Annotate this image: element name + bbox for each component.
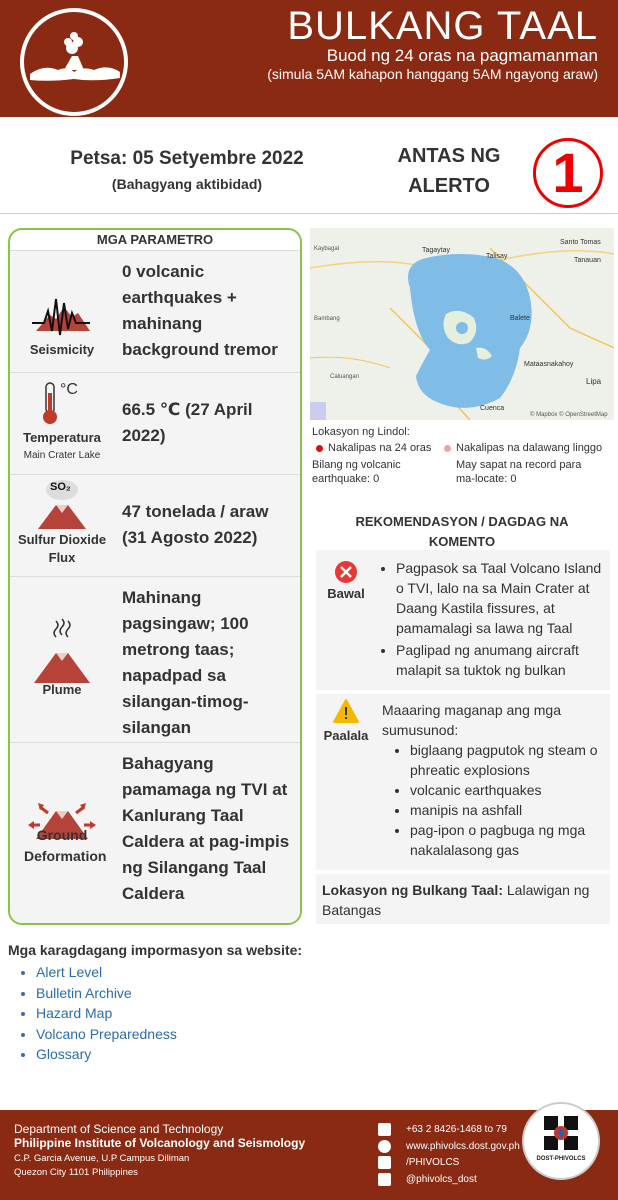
param-label: Seismicity <box>29 342 95 357</box>
paalala-list <box>382 700 608 860</box>
legend-pink-dot-icon <box>444 445 451 452</box>
svg-text:Tanauan: Tanauan <box>574 257 601 264</box>
footer-phone <box>378 1122 520 1139</box>
facebook-icon <box>378 1156 391 1169</box>
recommendation-title <box>312 512 612 552</box>
header-banner <box>0 0 618 120</box>
param-row-seismicity <box>10 250 300 372</box>
website-link[interactable]: www.phivolcs.dost.gov.ph <box>406 1140 520 1152</box>
rek-title-line1: REKOMENDASYON / DAGDAG NA <box>355 514 569 529</box>
phone-icon <box>378 1123 391 1136</box>
footer-contacts <box>378 1122 520 1188</box>
forbidden-icon <box>316 550 376 690</box>
svg-text:Mataasnakahoy: Mataasnakahoy <box>524 361 574 368</box>
activity-level: (Bahagyang aktibidad) <box>111 176 263 192</box>
param-value: Bahagyang pamamaga ng TVI at Kanlurang Taal Caldera at pag-impis ng Silangang Taal Caldera <box>122 754 290 903</box>
temperature-unit: °C <box>60 381 78 398</box>
param-row-deformation <box>10 742 300 925</box>
rek-title-line2: KOMENTO <box>428 534 496 549</box>
twitter-icon <box>378 1173 391 1186</box>
footer-website <box>378 1139 520 1156</box>
svg-text:Bambang: Bambang <box>314 316 340 322</box>
param-value: 66.5 ℃ (27 April 2022) <box>122 400 253 445</box>
page-period: (simula 5AM kahapon hanggang 5AM ngayong araw) <box>267 66 598 82</box>
svg-text:Santo Tomas: Santo Tomas <box>560 239 601 246</box>
footer-address2: Quezon City 1101 Philippines <box>14 1167 138 1178</box>
param-sublabel: Main Crater Lake <box>23 450 101 461</box>
svg-text:Balete: Balete <box>510 315 530 322</box>
volcano-location <box>322 880 606 920</box>
location-value: Lalawigan ng Batangas <box>322 882 590 918</box>
hazard-map-link[interactable]: Hazard Map <box>36 1005 113 1021</box>
alert-level-label <box>374 141 524 201</box>
parameters-title: MGA PARAMETRO <box>96 232 214 247</box>
alert-level-badge: 1 <box>533 138 603 208</box>
link-item <box>36 1003 308 1024</box>
param-label-text: Temperatura <box>23 430 101 445</box>
more-info <box>8 940 308 1065</box>
bawal-label: Bawal <box>327 586 365 601</box>
warning-icon <box>316 694 376 870</box>
legend-2w: Nakalipas na dalawang linggo <box>456 442 603 454</box>
plume-volcano-icon <box>10 577 114 742</box>
param-row-so2 <box>10 474 300 576</box>
paalala-item: • biglaang pagputok ng steam o phreatic explosions <box>410 740 608 780</box>
alert-label-line1: ANTAS NG <box>397 145 501 167</box>
bawal-item: • Pagpasok sa Taal Volcano Island o TVI, lalo na sa Main Crater at Daang Kastila fissures, at pamamalagi sa lawa ng Taal <box>396 558 606 638</box>
map-legend <box>312 426 616 490</box>
paalala-item: • manipis na ashfall <box>410 800 608 820</box>
paalala-box <box>316 694 610 870</box>
param-row-temperature <box>10 372 300 474</box>
more-info-title: Mga karagdagang impormasyon sa website: <box>8 942 303 958</box>
volcano-logo-icon <box>20 8 128 116</box>
param-label: Plume <box>42 682 82 697</box>
link-item <box>36 983 308 1004</box>
param-value: 47 tonelada / araw (31 Agosto 2022) <box>122 502 269 547</box>
param-label: Sulfur Dioxide Flux <box>17 532 107 565</box>
svg-text:Lipa: Lipa <box>586 377 602 386</box>
link-item <box>36 1044 308 1065</box>
glossary-link[interactable]: Glossary <box>36 1046 92 1062</box>
so2-badge: SO₂ <box>50 481 71 493</box>
param-label <box>10 429 114 465</box>
footer-address <box>14 1122 305 1180</box>
page-subtitle: Buod ng 24 oras na pagmamanman <box>326 46 598 65</box>
svg-text:Kaybagal: Kaybagal <box>314 246 340 252</box>
bawal-item: • Paglipad ng anumang aircraft malapit sa tuktok ng bulkan <box>396 640 606 680</box>
param-row-plume <box>10 576 300 742</box>
legend-24h: Nakalipas na 24 oras <box>328 442 432 454</box>
facebook-link[interactable]: /PHIVOLCS <box>406 1157 460 1168</box>
twitter-link[interactable]: @phivolcs_dost <box>406 1173 477 1185</box>
param-value: 0 volcanic earthquakes + mahinang background tremor <box>122 262 278 359</box>
locatable-count: May sapat na record para ma-locate: 0 <box>456 459 582 485</box>
footer-institute: Philippine Institute of Volcanology and Seismology <box>14 1136 306 1150</box>
date-alert-row <box>0 128 618 214</box>
paalala-item: • volcanic earthquakes <box>410 780 608 800</box>
footer-facebook <box>378 1155 520 1172</box>
svg-text:© Mapbox © OpenStreetMap: © Mapbox © OpenStreetMap <box>530 412 608 418</box>
logo-text: DOST-PHIVOLCS <box>536 1156 586 1162</box>
earthquake-count: Bilang ng volcanic earthquake: 0 <box>312 459 401 485</box>
bawal-box <box>316 550 610 690</box>
footer-twitter <box>378 1172 520 1189</box>
alert-level-link[interactable]: Alert Level <box>36 964 103 980</box>
phone-text: +63 2 8426-1468 to 79 <box>406 1124 507 1135</box>
footer-dept: Department of Science and Technology <box>14 1122 224 1136</box>
paalala-item: • pag-ipon o pagbuga ng mga nakalalasong gas <box>410 820 608 860</box>
volcano-preparedness-link[interactable]: Volcano Preparedness <box>36 1025 177 1042</box>
dost-phivolcs-logo-icon <box>522 1102 600 1180</box>
parameters-panel <box>8 228 302 925</box>
page-title: BULKANG TAAL <box>287 4 598 48</box>
svg-text:Caluangan: Caluangan <box>330 374 360 380</box>
svg-text:Cuenca: Cuenca <box>480 405 505 412</box>
earthquake-location-map[interactable] <box>310 228 614 420</box>
svg-text:Tagaytay: Tagaytay <box>422 247 451 254</box>
legend-title: Lokasyon ng Lindol: <box>312 426 410 438</box>
paalala-intro: Maaaring maganap ang mga sumusunod: <box>382 702 562 738</box>
svg-text:Talisay: Talisay <box>486 253 508 260</box>
footer-address1: C.P. Garcia Avenue, U.P Campus Diliman <box>14 1153 190 1164</box>
alert-label-line2: ALERTO <box>408 175 490 197</box>
bulletin-date: Petsa: 05 Setyembre 2022 <box>70 148 304 169</box>
link-item <box>36 1024 308 1045</box>
param-value: Mahinang pagsingaw; 100 metrong taas; napadpad sa silangan-timog-silangan <box>122 588 249 737</box>
location-label: Lokasyon ng Bulkang Taal: <box>322 882 503 898</box>
bawal-list <box>378 558 606 680</box>
globe-icon <box>378 1140 391 1153</box>
legend-red-dot-icon <box>316 445 323 452</box>
link-item <box>36 962 308 983</box>
param-label: Ground Deformation <box>24 827 107 864</box>
volcano-location-box <box>316 874 610 924</box>
paalala-label: Paalala <box>323 728 369 743</box>
bulletin-archive-link[interactable]: Bulletin Archive <box>36 984 132 1001</box>
